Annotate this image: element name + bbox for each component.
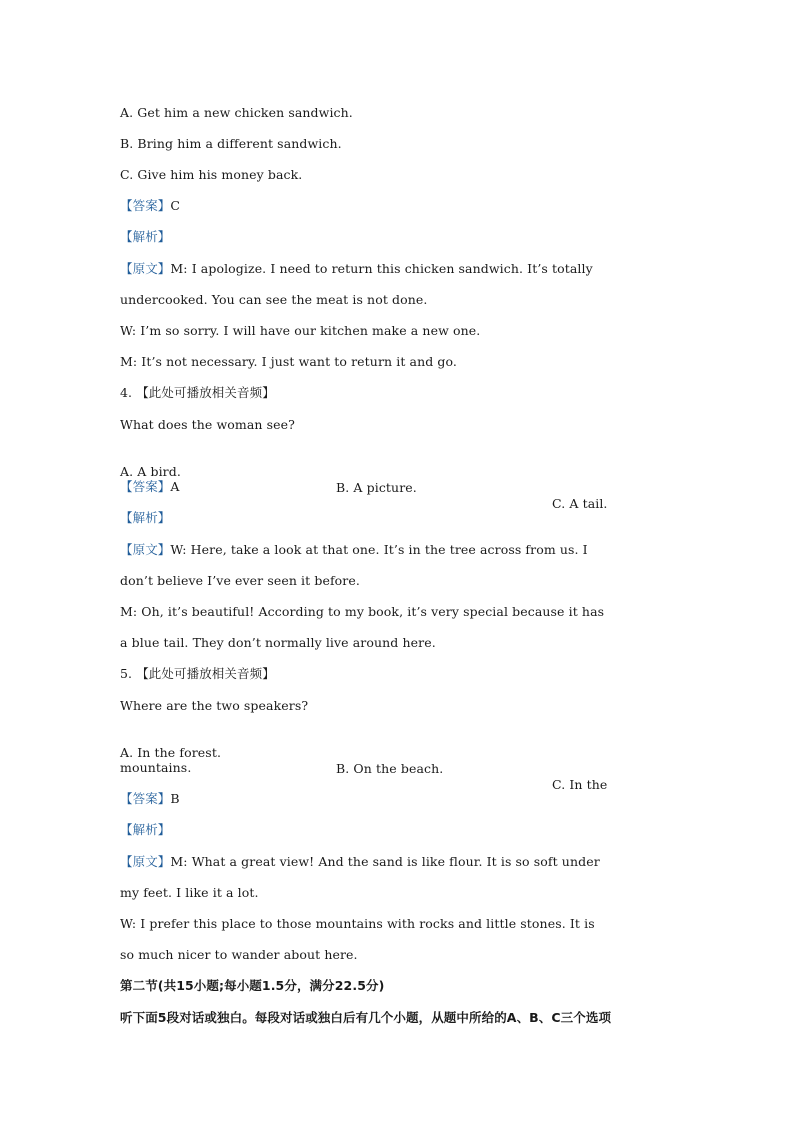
q3-analysis-tag: 【解析】: [120, 229, 171, 244]
q4-option-c: C. A tail.: [552, 496, 608, 511]
section2-instruction: 听下面5段对话或独白。每段对话或独白后有几个小题，从题中所给的A、B、C三个选项: [120, 1010, 612, 1025]
q3-transcript-line-1: [120, 261, 680, 277]
q3-transcript-1: M: I apologize. I need to return this chicken sandwich. It’s totally: [170, 261, 593, 276]
q5-option-a: A. In the forest.: [120, 745, 222, 760]
q5-transcript-4: so much nicer to wander about here.: [120, 947, 358, 962]
q5-option-b: B. On the beach.: [336, 761, 444, 776]
answer-tag: 【答案】: [120, 791, 171, 806]
q3-transcript-3: W: I’m so sorry. I will have our kitchen make a new one.: [120, 323, 481, 338]
q5-question: Where are the two speakers?: [120, 698, 309, 713]
q5-transcript-line-1: [120, 854, 680, 870]
q4-transcript-4: a blue tail. They don’t normally live around here.: [120, 635, 436, 650]
q4-transcript-1: W: Here, take a look at that one. It’s in the tree across from us. I: [170, 542, 588, 557]
q4-transcript-line-1: [120, 542, 680, 558]
section2-title: 第二节(共15小题;每小题1.5分，满分22.5分): [120, 978, 385, 993]
transcript-tag: 【原文】: [120, 542, 171, 557]
transcript-tag: 【原文】: [120, 261, 171, 276]
q5-answer: B: [170, 791, 180, 806]
q4-answer: A: [170, 479, 180, 494]
q3-answer-line: [120, 198, 680, 214]
q3-transcript-4: M: It’s not necessary. I just want to return it and go.: [120, 354, 457, 369]
q4-transcript-2: don’t believe I’ve ever seen it before.: [120, 573, 360, 588]
q4-option-b: B. A picture.: [336, 480, 417, 495]
q5-option-c-cont: mountains.: [120, 760, 192, 775]
q4-header: 4. 【此处可播放相关音频】: [120, 385, 275, 400]
q4-analysis-tag: 【解析】: [120, 510, 171, 525]
q5-option-c: C. In the: [552, 777, 608, 792]
q5-transcript-2: my feet. I like it a lot.: [120, 885, 259, 900]
q4-answer-line: [120, 479, 680, 495]
q5-analysis-tag: 【解析】: [120, 822, 171, 837]
q5-transcript-3: W: I prefer this place to those mountains with rocks and little stones. It is: [120, 916, 595, 931]
q4-transcript-3: M: Oh, it’s beautiful! According to my book, it’s very special because it has: [120, 604, 605, 619]
q5-answer-line: [120, 791, 680, 807]
q5-transcript-1: M: What a great view! And the sand is like flour. It is so soft under: [170, 854, 600, 869]
q3-answer: C: [170, 198, 181, 213]
answer-tag: 【答案】: [120, 479, 171, 494]
q4-question: What does the woman see?: [120, 417, 295, 432]
q3-transcript-2: undercooked. You can see the meat is not done.: [120, 292, 428, 307]
q4-option-a: A. A bird.: [120, 464, 181, 479]
answer-tag: 【答案】: [120, 198, 171, 213]
q5-header: 5. 【此处可播放相关音频】: [120, 666, 275, 681]
q3-option-a: A. Get him a new chicken sandwich.: [120, 105, 353, 120]
q3-option-c: C. Give him his money back.: [120, 167, 303, 182]
q3-option-b: B. Bring him a different sandwich.: [120, 136, 342, 151]
transcript-tag: 【原文】: [120, 854, 171, 869]
